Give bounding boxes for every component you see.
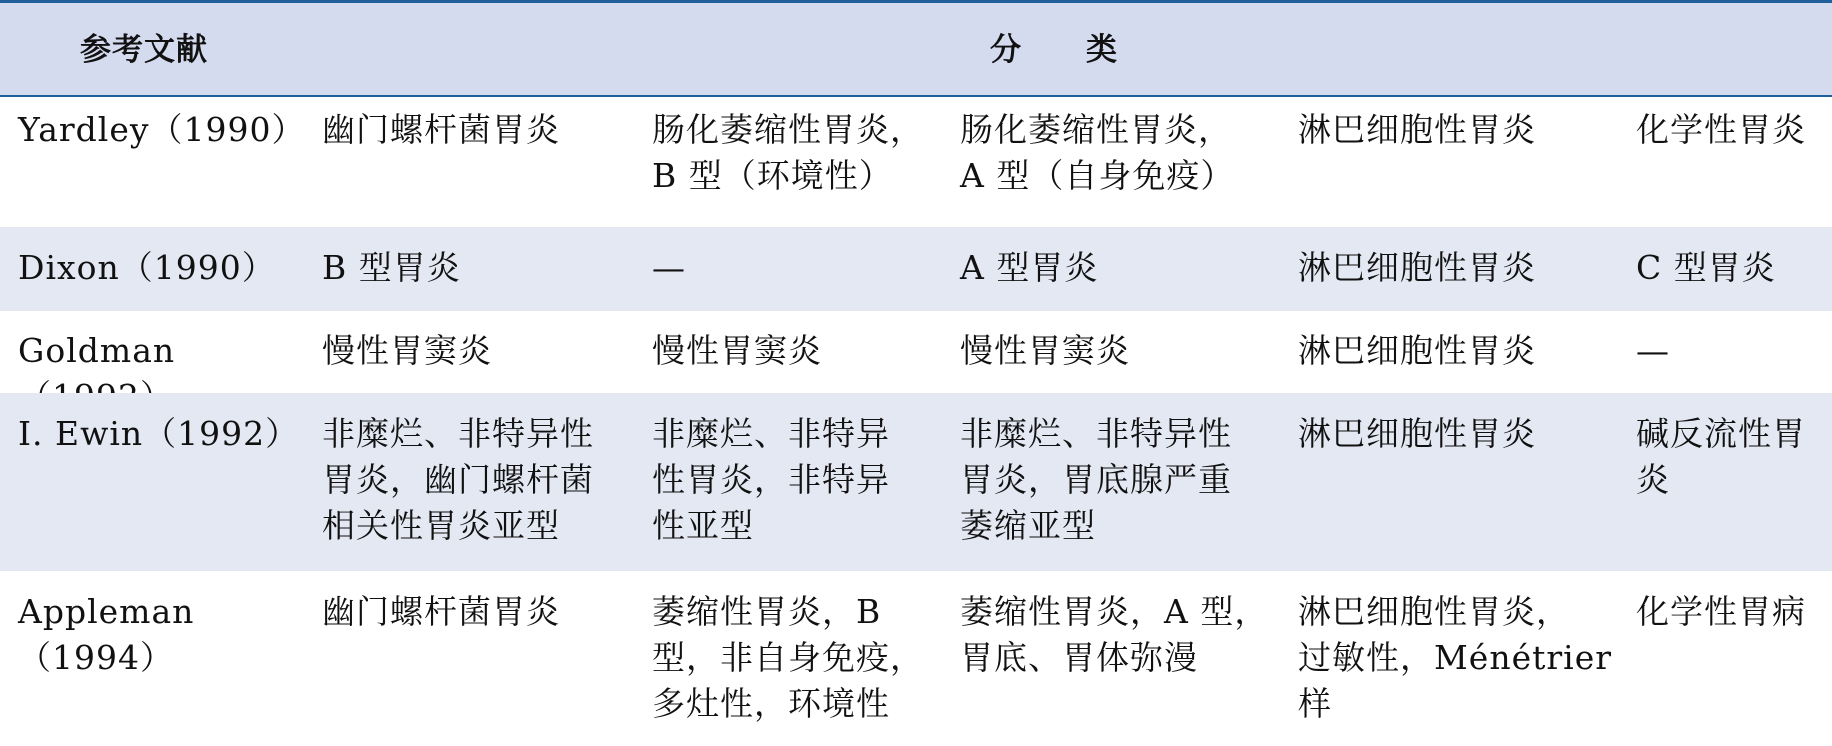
- classification-cell: 淋巴细胞性胃炎: [1298, 331, 1536, 370]
- classification-cell: 慢性胃窦炎: [652, 331, 822, 370]
- table-row: [0, 97, 1832, 227]
- classification-cell: —: [652, 248, 686, 287]
- table-row: [0, 227, 1832, 311]
- table-row: [0, 571, 1832, 746]
- classification-cell: A 型胃炎: [960, 248, 1099, 287]
- table-row: [0, 393, 1832, 571]
- table-row: [0, 311, 1832, 393]
- classification-cell: 萎缩性胃炎，B 型，非自身免疫， 多灶性，环境性: [652, 592, 924, 723]
- header-classification: 分 类: [990, 32, 1118, 68]
- classification-cell: 淋巴细胞性胃炎: [1298, 414, 1536, 453]
- reference-cell: Appleman （1994）: [18, 592, 195, 677]
- classification-cell: 淋巴细胞性胃炎: [1298, 110, 1536, 149]
- classification-cell: C 型胃炎: [1636, 248, 1776, 287]
- classification-cell: 淋巴细胞性胃炎: [1298, 248, 1536, 287]
- classification-cell: 肠化萎缩性胃炎， B 型（环境性）: [652, 110, 924, 195]
- classification-cell: —: [1636, 331, 1670, 370]
- classification-cell: 幽门螺杆菌胃炎: [322, 110, 560, 149]
- classification-cell: 慢性胃窦炎: [322, 331, 492, 370]
- classification-cell: 化学性胃病: [1636, 592, 1806, 631]
- classification-cell: 碱反流性胃 炎: [1636, 414, 1806, 499]
- table-header-row: [0, 3, 1832, 97]
- classification-cell: B 型胃炎: [322, 248, 461, 287]
- reference-cell: Dixon（1990）: [18, 248, 276, 287]
- reference-cell: I. Ewin（1992）: [18, 414, 300, 453]
- classification-cell: 萎缩性胃炎，A 型， 胃底、胃体弥漫: [960, 592, 1269, 677]
- reference-cell: Goldman: [18, 331, 176, 370]
- classification-cell: 非糜烂、非特异性 胃炎，胃底腺严重 萎缩亚型: [960, 414, 1232, 545]
- reference-cell: Yardley（1990）: [18, 110, 306, 149]
- classification-cell: 淋巴细胞性胃炎， 过敏性，Ménétrier 样: [1298, 592, 1612, 723]
- classification-cell: 非糜烂、非特异 性胃炎，非特异 性亚型: [652, 414, 890, 545]
- header-reference: 参考文献: [80, 32, 208, 68]
- classification-cell: 幽门螺杆菌胃炎: [322, 592, 560, 631]
- classification-cell: 非糜烂、非特异性 胃炎，幽门螺杆菌 相关性胃炎亚型: [322, 414, 594, 545]
- classification-cell: 慢性胃窦炎: [960, 331, 1130, 370]
- classification-cell: 肠化萎缩性胃炎， A 型（自身免疫）: [960, 110, 1235, 195]
- classification-cell: 化学性胃炎: [1636, 110, 1806, 149]
